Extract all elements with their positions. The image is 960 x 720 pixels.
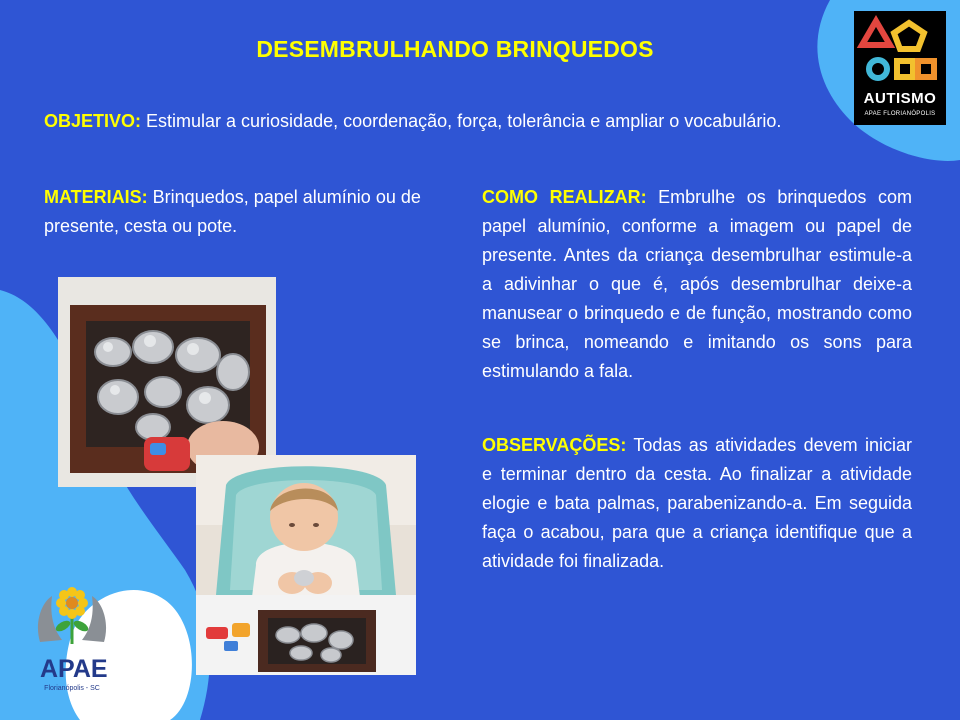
apae-logo-emblem bbox=[32, 582, 112, 652]
photo-baby-unwrapping bbox=[196, 455, 416, 675]
autismo-logo bbox=[854, 11, 946, 125]
autismo-logo-name: AUTISMO bbox=[863, 90, 937, 107]
materiais-paragraph bbox=[44, 183, 444, 241]
materiais-label: MATERIAIS: bbox=[44, 187, 148, 207]
page-title: DESEMBRULHANDO BRINQUEDOS bbox=[256, 36, 654, 62]
observacoes-label: OBSERVAÇÕES: bbox=[482, 435, 627, 455]
observacoes-paragraph bbox=[482, 431, 912, 576]
apae-logo-name: APAE bbox=[40, 655, 108, 683]
apae-logo-subtitle: Florianópolis - SC bbox=[44, 685, 100, 692]
como-realizar-text: Embrulhe os brinquedos com papel alumínio, conforme a imagem ou papel de presente. Antes da criança desembrulhar estimule-a a adivinhar o que é, após desembrulhar deixe-a manusear o brinquedo e de função, mostrando como se brinca, nomeando e imitando os sons para estimulando a fala. bbox=[482, 187, 912, 381]
objetivo-paragraph bbox=[44, 107, 796, 136]
observacoes-text: Todas as atividades devem iniciar e terminar dentro da cesta. Ao finalizar a atividade elogie e bata palmas, parabenizando-a. Em seguida faça o acabou, para que a criança identifique que a atividade foi finalizada. bbox=[482, 435, 912, 571]
objetivo-text: Estimular a curiosidade, coordenação, força, tolerância e ampliar o vocabulário. bbox=[141, 111, 782, 131]
como-realizar-label: COMO REALIZAR: bbox=[482, 187, 647, 207]
materiais-text: Brinquedos, papel alumínio ou de presente, cesta ou pote. bbox=[44, 187, 421, 236]
como-realizar-paragraph bbox=[482, 183, 912, 386]
objetivo-label: OBJETIVO: bbox=[44, 111, 142, 131]
autismo-logo-subtitle: APAE FLORIANÓPOLIS bbox=[864, 111, 936, 117]
